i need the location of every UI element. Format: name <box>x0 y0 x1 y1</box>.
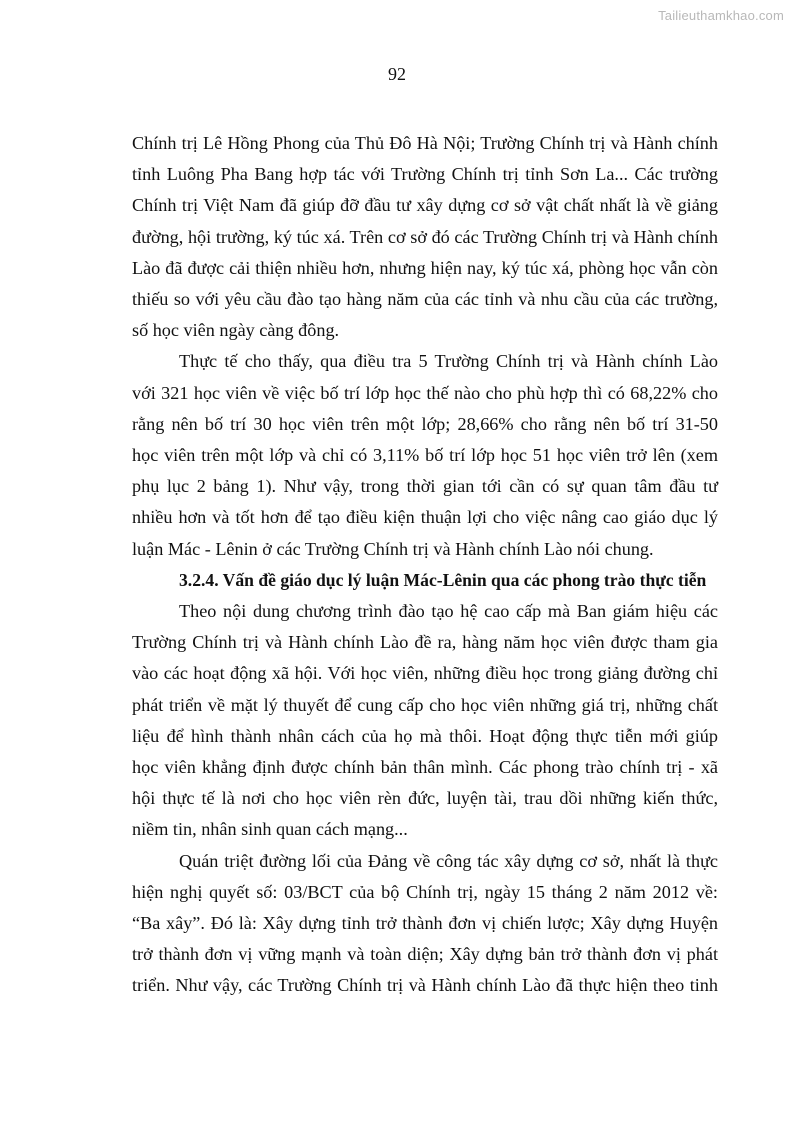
text-line: phụ lục 2 bảng 1). Như vậy, trong thời gian tới cần có sự quan tâm đầu tư <box>132 476 718 497</box>
text-line: Lào đã được cải thiện nhiều hơn, nhưng hiện nay, ký túc xá, phòng học vẫn còn <box>132 257 718 278</box>
page-number: 92 <box>388 64 406 84</box>
watermark: Tailieuthamkhao.com <box>658 8 784 23</box>
paragraph <box>132 346 718 564</box>
text-line: liệu để hình thành nhân cách của họ mà thôi. Hoạt động thực tiễn mới giúp <box>132 725 718 746</box>
text-line: Thực tế cho thấy, qua điều tra 5 Trường Chính trị và Hành chính Lào <box>179 351 718 372</box>
section-heading: 3.2.4. Vấn đề giáo dục lý luận Mác-Lênin qua các phong trào thực tiễn <box>179 569 707 590</box>
text-line: triển. Như vậy, các Trường Chính trị và Hành chính Lào đã thực hiện theo tinh <box>132 975 718 996</box>
text-line: rằng nên bố trí 30 học viên trên một lớp; 28,66% cho rằng nên bố trí 31-50 <box>132 413 718 434</box>
text-line: Chính trị Lê Hồng Phong của Thủ Đô Hà Nội; Trường Chính trị và Hành chính <box>132 133 718 153</box>
text-line: luận Mác - Lênin ở các Trường Chính trị và Hành chính Lào nói chung. <box>132 538 654 559</box>
text-line: học viên trên một lớp và chỉ có 3,11% bố trí lớp học 51 học viên trở lên (xem <box>132 445 718 466</box>
text-line: hiện nghị quyết số: 03/BCT của bộ Chính trị, ngày 15 tháng 2 năm 2012 về: <box>132 881 718 902</box>
text-line: “Ba xây”. Đó là: Xây dựng tỉnh trở thành đơn vị chiến lược; Xây dựng Huyện <box>132 913 718 934</box>
text-line: Chính trị Việt Nam đã giúp đỡ đầu tư xây dựng cơ sở vật chất nhất là về giảng <box>132 195 718 216</box>
text-line: trở thành đơn vị vững mạnh và toàn diện; Xây dựng bản trở thành đơn vị phát <box>132 944 718 965</box>
text-line: Trường Chính trị và Hành chính Lào đề ra, hàng năm học viên được tham gia <box>132 632 718 653</box>
text-line: học viên khẳng định được chính bản thân mình. Các phong trào chính trị - xã <box>132 757 718 778</box>
text-line: tỉnh Luông Pha Bang hợp tác với Trường Chính trị tỉnh Sơn La... Các trường <box>132 164 718 185</box>
text-line: với 321 học viên về việc bố trí lớp học thế nào cho phù hợp thì có 68,22% cho <box>132 382 718 403</box>
paragraph <box>132 596 718 846</box>
text-line: Theo nội dung chương trình đào tạo hệ cao cấp mà Ban giám hiệu các <box>179 601 718 622</box>
text-line: phát triển về mặt lý thuyết để cung cấp cho học viên những giá trị, những chất <box>132 694 718 715</box>
paragraph <box>132 128 718 346</box>
text-line: hội thực tế là nơi cho học viên rèn đức, luyện tài, trau dồi những kiến thức, <box>132 788 718 809</box>
text-line: Quán triệt đường lối của Đảng về công tác xây dựng cơ sở, nhất là thực <box>179 850 718 871</box>
text-line: niềm tin, nhân sinh quan cách mạng... <box>132 819 408 840</box>
text-line: nhiều hơn và tốt hơn để tạo điều kiện thuận lợi cho việc nâng cao giáo dục lý <box>132 507 718 528</box>
document-body <box>132 128 718 1002</box>
text-line: thiếu so với yêu cầu đào tạo hàng năm của các tỉnh và nhu cầu của các trường, <box>132 289 718 310</box>
text-line: vào các hoạt động xã hội. Với học viên, những điều học trong giảng đường chỉ <box>132 663 718 684</box>
text-line: số học viên ngày càng đông. <box>132 320 340 341</box>
text-line: đường, hội trường, ký túc xá. Trên cơ sở đó các Trường Chính trị và Hành chính <box>132 226 718 247</box>
paragraph <box>132 846 718 1002</box>
